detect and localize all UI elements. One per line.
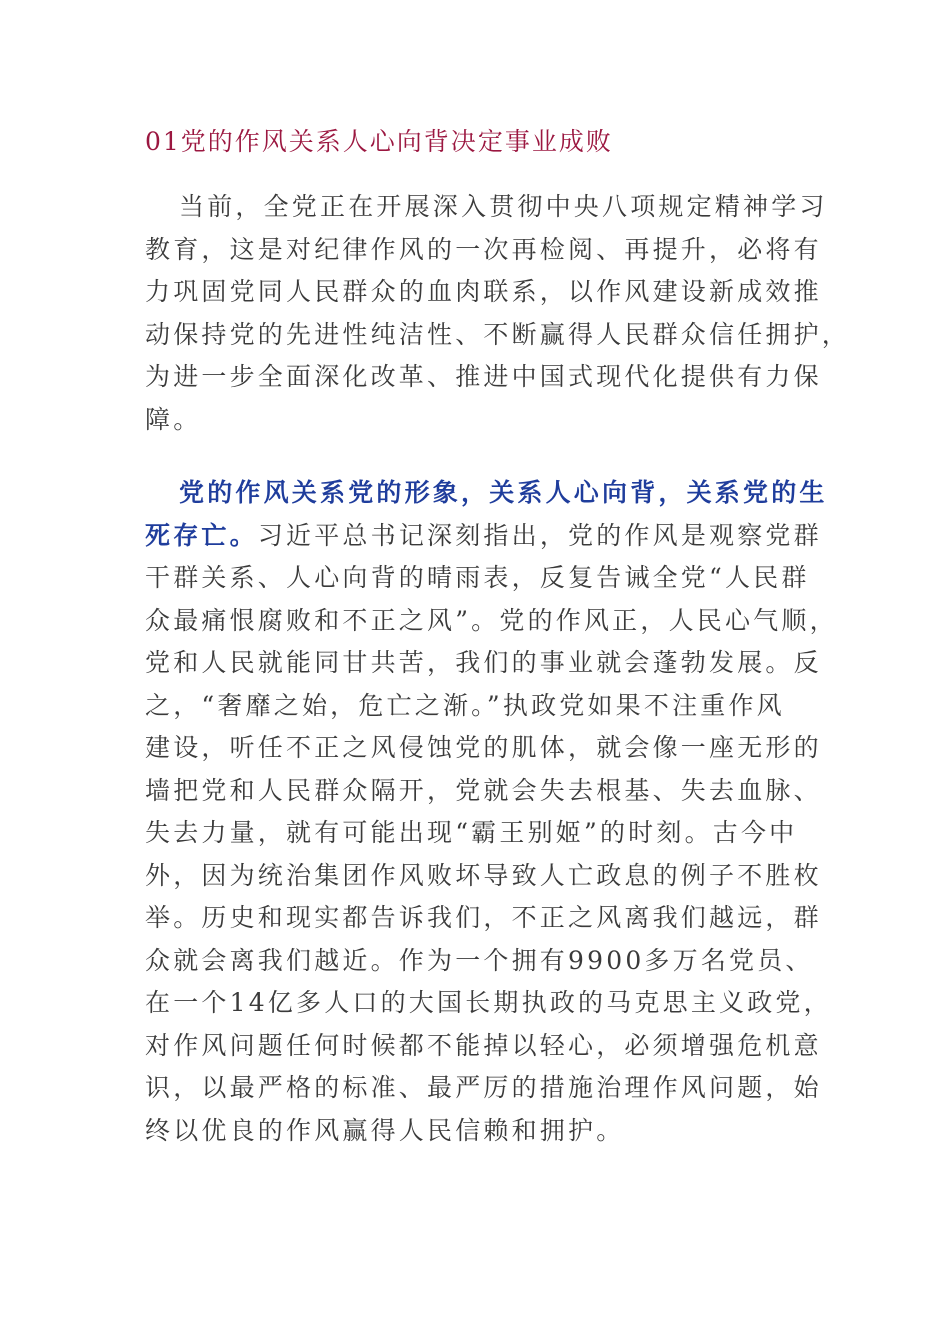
text-line: 为进一步全面深化改革、推进中国式现代化提供有力保: [145, 362, 822, 391]
paragraph-main: [145, 472, 838, 1152]
text-line: 对作风问题任何时候都不能掉以轻心，必须增强危机意: [145, 1030, 822, 1060]
text-line: 当前，全党正在开展深入贯彻中央八项规定精神学习: [179, 192, 828, 221]
text-line: 干群关系、人心向背的晴雨表，反复告诫全党“人民群: [145, 563, 810, 592]
text-line: 终以优良的作风赢得人民信赖和拥护。: [145, 1115, 625, 1145]
paragraph-intro: [145, 186, 851, 441]
text-line: 墙把党和人民群众隔开，党就会失去根基、失去血脉、: [145, 775, 822, 805]
text-line: 力巩固党同人民群众的血肉联系，以作风建设新成效推: [145, 277, 822, 306]
text-line: 障。: [145, 404, 202, 434]
lead-sentence-part2: 死存亡。: [145, 520, 258, 550]
text-line: 失去力量，就有可能出现“霸王别姬”的时刻。古今中: [145, 818, 798, 847]
text-line: 识，以最严格的标准、最严厉的措施治理作风问题，始: [145, 1073, 822, 1102]
text-line: 众就会离我们越近。作为一个拥有9900多万名党员、: [145, 945, 814, 975]
text-line: 动保持党的先进性纯洁性、不断赢得人民群众信任拥护，: [145, 319, 851, 349]
text-line: 之，“奢靡之始，危亡之渐。”执政党如果不注重作风: [145, 690, 785, 720]
text-line: 外，因为统治集团作风败坏导致人亡政息的例子不胜枚: [145, 860, 822, 890]
text-line: [145, 515, 822, 558]
section-heading: 01党的作风关系人心向背决定事业成败: [145, 127, 613, 156]
lead-sentence-part1: 党的作风关系党的形象，关系人心向背，关系党的生: [179, 478, 828, 507]
text-line: 众最痛恨腐败和不正之风”。党的作风正，人民心气顺，: [145, 605, 838, 635]
text-line: [145, 472, 828, 515]
text-line: 在一个14亿多人口的大国长期执政的马克思主义政党，: [145, 988, 832, 1017]
text-line: 举。历史和现实都告诉我们，不正之风离我们越远，群: [145, 903, 822, 932]
text-segment: 习近平总书记深刻指出，党的作风是观察党群: [257, 520, 822, 550]
text-line: 党和人民就能同甘共苦，我们的事业就会蓬勃发展。反: [145, 648, 822, 677]
text-line: 建设，听任不正之风侵蚀党的肌体，就会像一座无形的: [145, 733, 822, 762]
text-line: 教育，这是对纪律作风的一次再检阅、再提升，必将有: [145, 234, 822, 264]
